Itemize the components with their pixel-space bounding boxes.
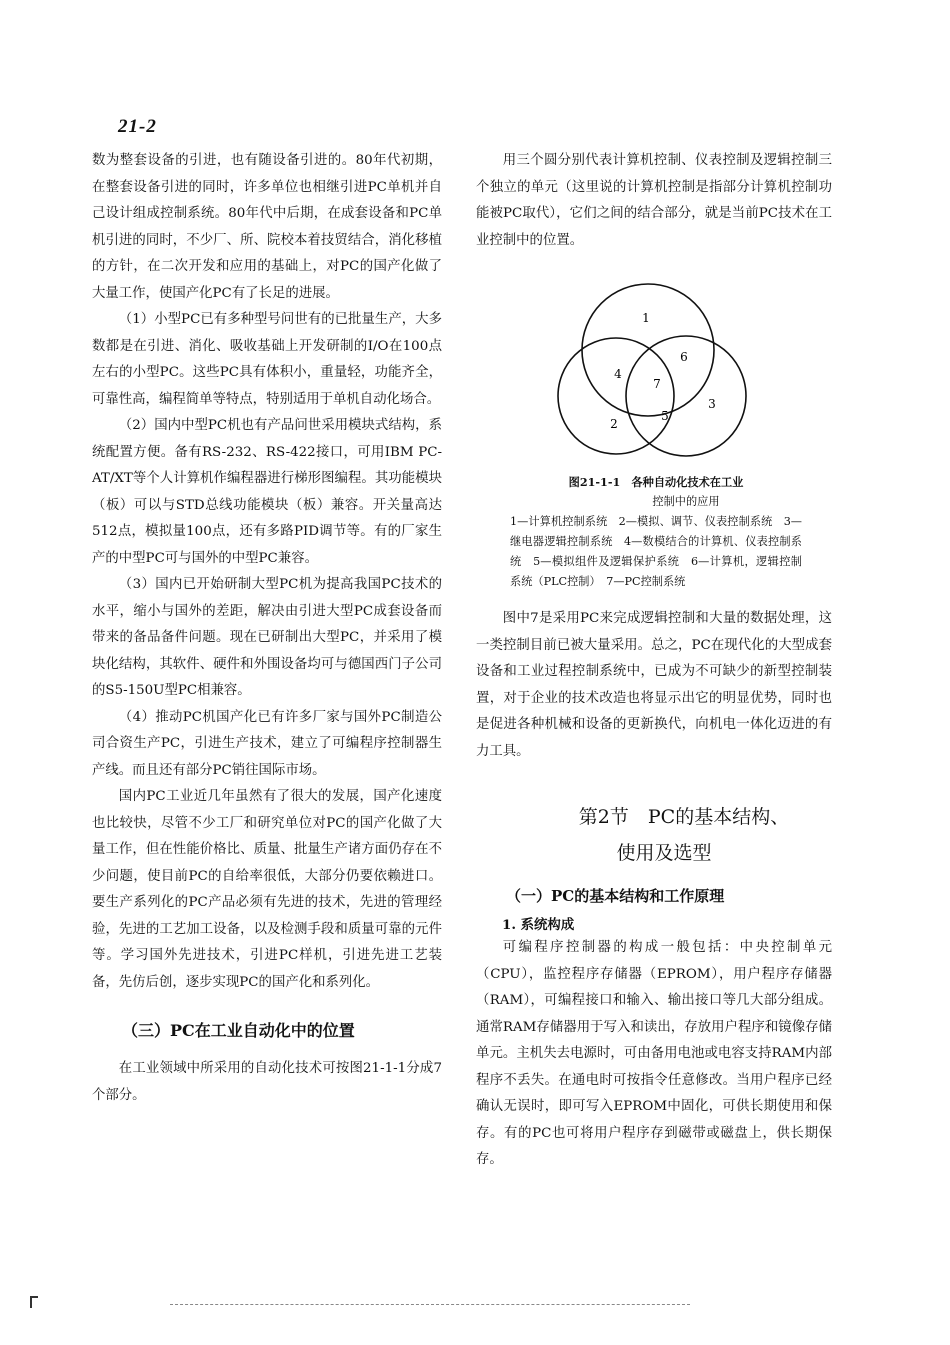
venn-region-label: 6 xyxy=(680,350,688,364)
system-composition-paragraph: 可编程序控制器的构成一般包括：中央控制单元（CPU），监控程序存储器（EPROM），用户程序存储器（RAM），可编程接口和输入、输出接口等几大部分组成。通常RAM存储器用于写入和读出，存放用户程序和镜像存储单元。主机失去电源时，可由备用电池或电容支持RAM内部程序不丢失。在通电时可按指令任意修改。当用户程序已经确认无误时，即可写入EPROM中固化，可供长期使用和保存。有的PC也可将用户程序存到磁带或磁盘上，供长期保存。 xyxy=(476,940,832,1167)
right-intro-paragraph: 用三个圆分别代表计算机控制、仪表控制及逻辑控制三个独立的单元（这里说的计算机控制是指部分计算机控制功能被PC取代），它们之间的结合部分，就是当前PC技术在工业控制中的位置。 xyxy=(476,153,832,248)
summary-paragraph: 国内PC工业近几年虽然有了很大的发展，国产化速度也比较快，尽管不少工厂和研究单位对PC的国产化做了大量工作，但在性能价格比、质量、批量生产诸方面仍存在不少问题，使目前PC的自给率很低，大部分仍要依赖进口。要生产系列化的PC产品必须有先进的技术，先进的管理经验，先进的工艺加工设备，以及检测手段和质量可靠的元件等。学习国外先进技术，引进PC样机，引进先进工艺装备，先仿后创，逐步实现PC的国产化和系列化。 xyxy=(92,789,442,990)
left-column xyxy=(92,148,442,1109)
right-column xyxy=(476,148,832,1174)
scan-corner-mark xyxy=(30,1296,38,1308)
item-3-large-pc: （3）国内已开始研制大型PC机为提高我国PC技术的水平，缩小与国外的差距，解决由引进大型PC成套设备而带来的备品备件问题。现在已研制出大型PC，并采用了模块化结构，其软件、硬件和外围设备均可与德国西门子公司的S5-150U型PC相兼容。 xyxy=(92,577,442,698)
venn-region-label: 3 xyxy=(708,397,716,411)
caption-title-continued: 控制中的应用 xyxy=(652,495,720,508)
item-2-medium-pc: （2）国内中型PC机也有产品问世采用模块式结构，系统配置方便。备有RS-232、RS-422接口，可用IBM PC-AT/XT等个人计算机作编程器进行梯形图编程。其功能模块（板）可以与STD总线功能模块（板）兼容。开关量高达512点，模拟量100点，还有多路PID调节等。有的厂家生产的中型PC可与国外的中型PC兼容。 xyxy=(92,418,442,566)
section-2-title xyxy=(476,799,832,871)
section-3-text: 在工业领域中所采用的自动化技术可按图21-1-1分成7个部分。 xyxy=(92,1061,442,1103)
venn-circle-instrument xyxy=(558,338,674,454)
venn-region-label: 7 xyxy=(653,377,661,391)
venn-region-label: 2 xyxy=(610,417,618,431)
section-3-heading: （三）PC在工业自动化中的位置 xyxy=(122,1021,355,1040)
caption-title: 图21-1-1 各种自动化技术在工业 xyxy=(568,475,744,489)
intro-paragraph: 数为整套设备的引进，也有随设备引进的。80年代初期，在整套设备引进的同时，许多单位也相继引进PC单机并自己设计组成控制系统。80年代中后期，在成套设备和PC单机引进的同时，不少厂、所、院校本着技贸结合，消化移植的方针，在二次开发和应用的基础上，对PC的国产化做了大量工作，使国产化PC有了长足的进展。 xyxy=(92,153,442,301)
subsubsection-heading: 1. 系统构成 xyxy=(502,917,575,933)
footer-rule xyxy=(170,1304,690,1305)
venn-diagram xyxy=(476,264,832,464)
caption-legend: 1—计算机控制系统 2—模拟、调节、仪表控制系统 3—继电器逻辑控制系统 4—数模结合的计算机、仪表控制系统 5—模拟组件及逻辑保护系统 6—计算机，逻辑控制系统（PLC控制） 7—PC控制系统 xyxy=(510,515,802,588)
figure-caption xyxy=(476,472,832,592)
subsection-heading: （一）PC的基本结构和工作原理 xyxy=(506,887,725,905)
venn-figure xyxy=(476,264,832,592)
figure-discussion-paragraph: 图中7是采用PC来完成逻辑控制和大量的数据处理，这一类控制目前已被大量采用。总之，PC在现代化的大型成套设备和工业过程控制系统中，已成为不可缺少的新型控制装置，对于企业的技术改造也将显示出它的明显优势，同时也是促进各种机械和设备的更新换代，向机电一体化迈进的有力工具。 xyxy=(476,611,832,759)
page-number: 21-2 xyxy=(118,116,157,137)
section-title-line2: 使用及选型 xyxy=(616,842,712,864)
item-1-small-pc: （1）小型PC已有多种型号问世有的已批量生产，大多数都是在引进、消化、吸收基础上开发研制的I/O在100点左右的小型PC。这些PC具有体积小，重量轻，功能齐全，可靠性高，编程简单等特点，特别适用于单机自动化场合。 xyxy=(92,312,442,407)
item-4-localization: （4）推动PC机国产化已有许多厂家与国外PC制造公司合资生产PC，引进生产技术，建立了可编程序控制器生产线。而且还有部分PC销往国际市场。 xyxy=(92,709,442,778)
section-title-line1: 第2节 PC的基本结构、 xyxy=(578,806,790,828)
venn-region-label: 1 xyxy=(642,311,650,325)
venn-region-label: 4 xyxy=(614,367,622,381)
venn-region-label: 5 xyxy=(661,409,669,423)
